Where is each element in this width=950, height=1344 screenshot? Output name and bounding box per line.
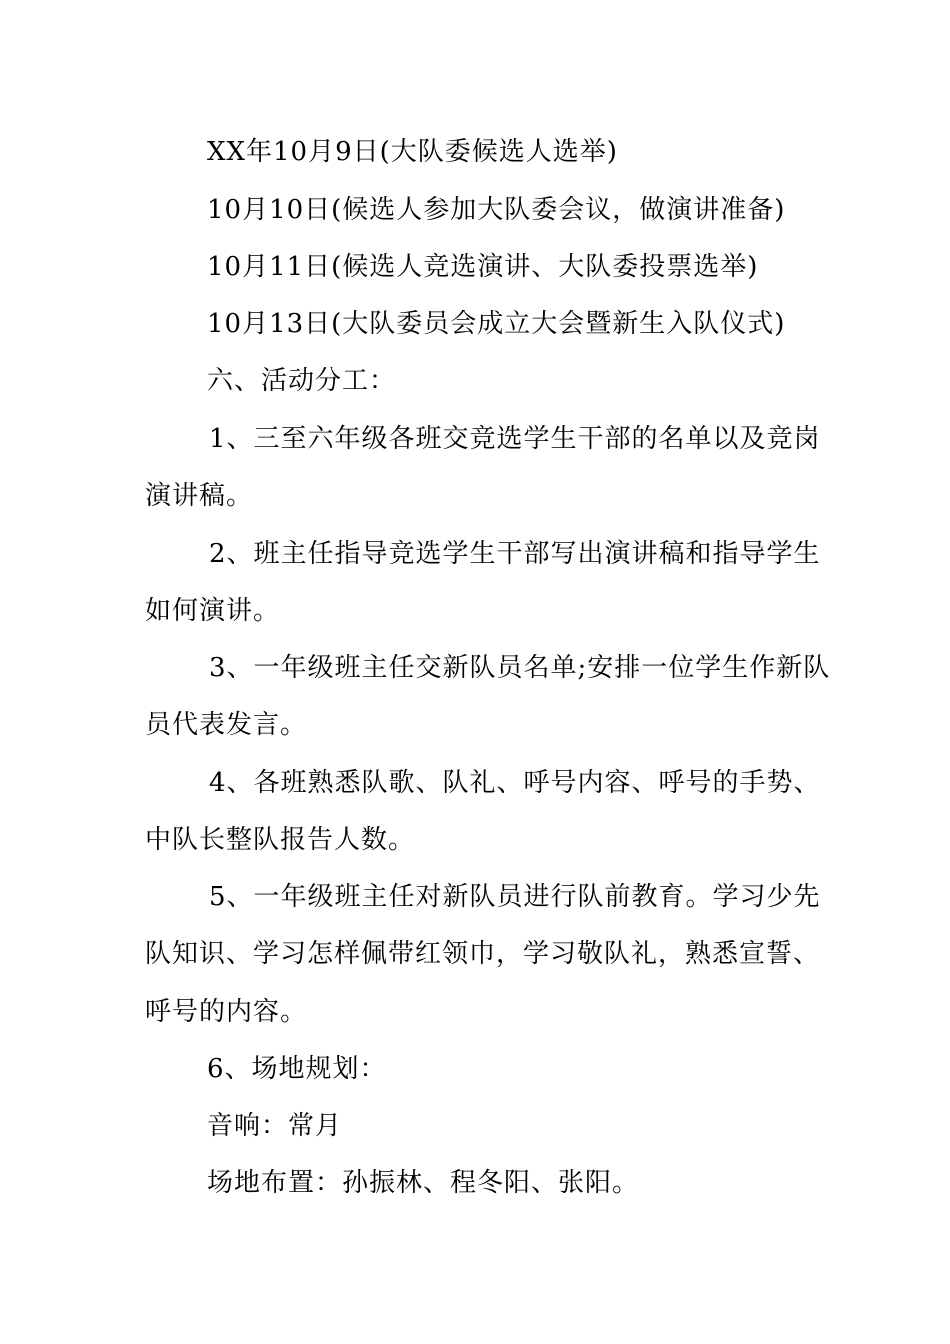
venue-heading: 6、场地规划： xyxy=(207,1054,387,1084)
item-5-line-2: 队知识、学习怎样佩带红领巾，学习敬队礼，熟悉宣誓、 xyxy=(145,939,821,969)
venue-sound: 音响：常月 xyxy=(207,1111,343,1141)
item-3-line-1: 3、一年级班主任交新队员名单;安排一位学生作新队 xyxy=(209,653,831,683)
item-2-line-1: 2、班主任指导竞选学生干部写出演讲稿和指导学生 xyxy=(209,539,821,569)
schedule-line-2: 10月10日(候选人参加大队委会议，做演讲准备) xyxy=(207,195,786,225)
item-4-line-1: 4、各班熟悉队歌、队礼、呼号内容、呼号的手势、 xyxy=(209,768,821,798)
item-1-line-2: 演讲稿。 xyxy=(145,481,254,511)
item-1-line-1: 1、三至六年级各班交竞选学生干部的名单以及竞岗 xyxy=(209,424,821,454)
section-heading: 六、活动分工： xyxy=(207,366,397,396)
schedule-line-3: 10月11日(候选人竞选演讲、大队委投票选举) xyxy=(207,252,759,282)
item-5-line-1: 5、一年级班主任对新队员进行队前教育。学习少先 xyxy=(209,882,821,912)
item-5-line-3: 呼号的内容。 xyxy=(145,997,308,1027)
item-4-line-2: 中队长整队报告人数。 xyxy=(145,825,416,855)
schedule-line-1: XX年10月9日(大队委候选人选举) xyxy=(207,137,618,167)
venue-layout: 场地布置：孙振林、程冬阳、张阳。 xyxy=(207,1168,640,1198)
item-3-line-2: 员代表发言。 xyxy=(145,710,308,740)
schedule-line-4: 10月13日(大队委员会成立大会暨新生入队仪式) xyxy=(207,309,786,339)
item-2-line-2: 如何演讲。 xyxy=(145,596,281,626)
